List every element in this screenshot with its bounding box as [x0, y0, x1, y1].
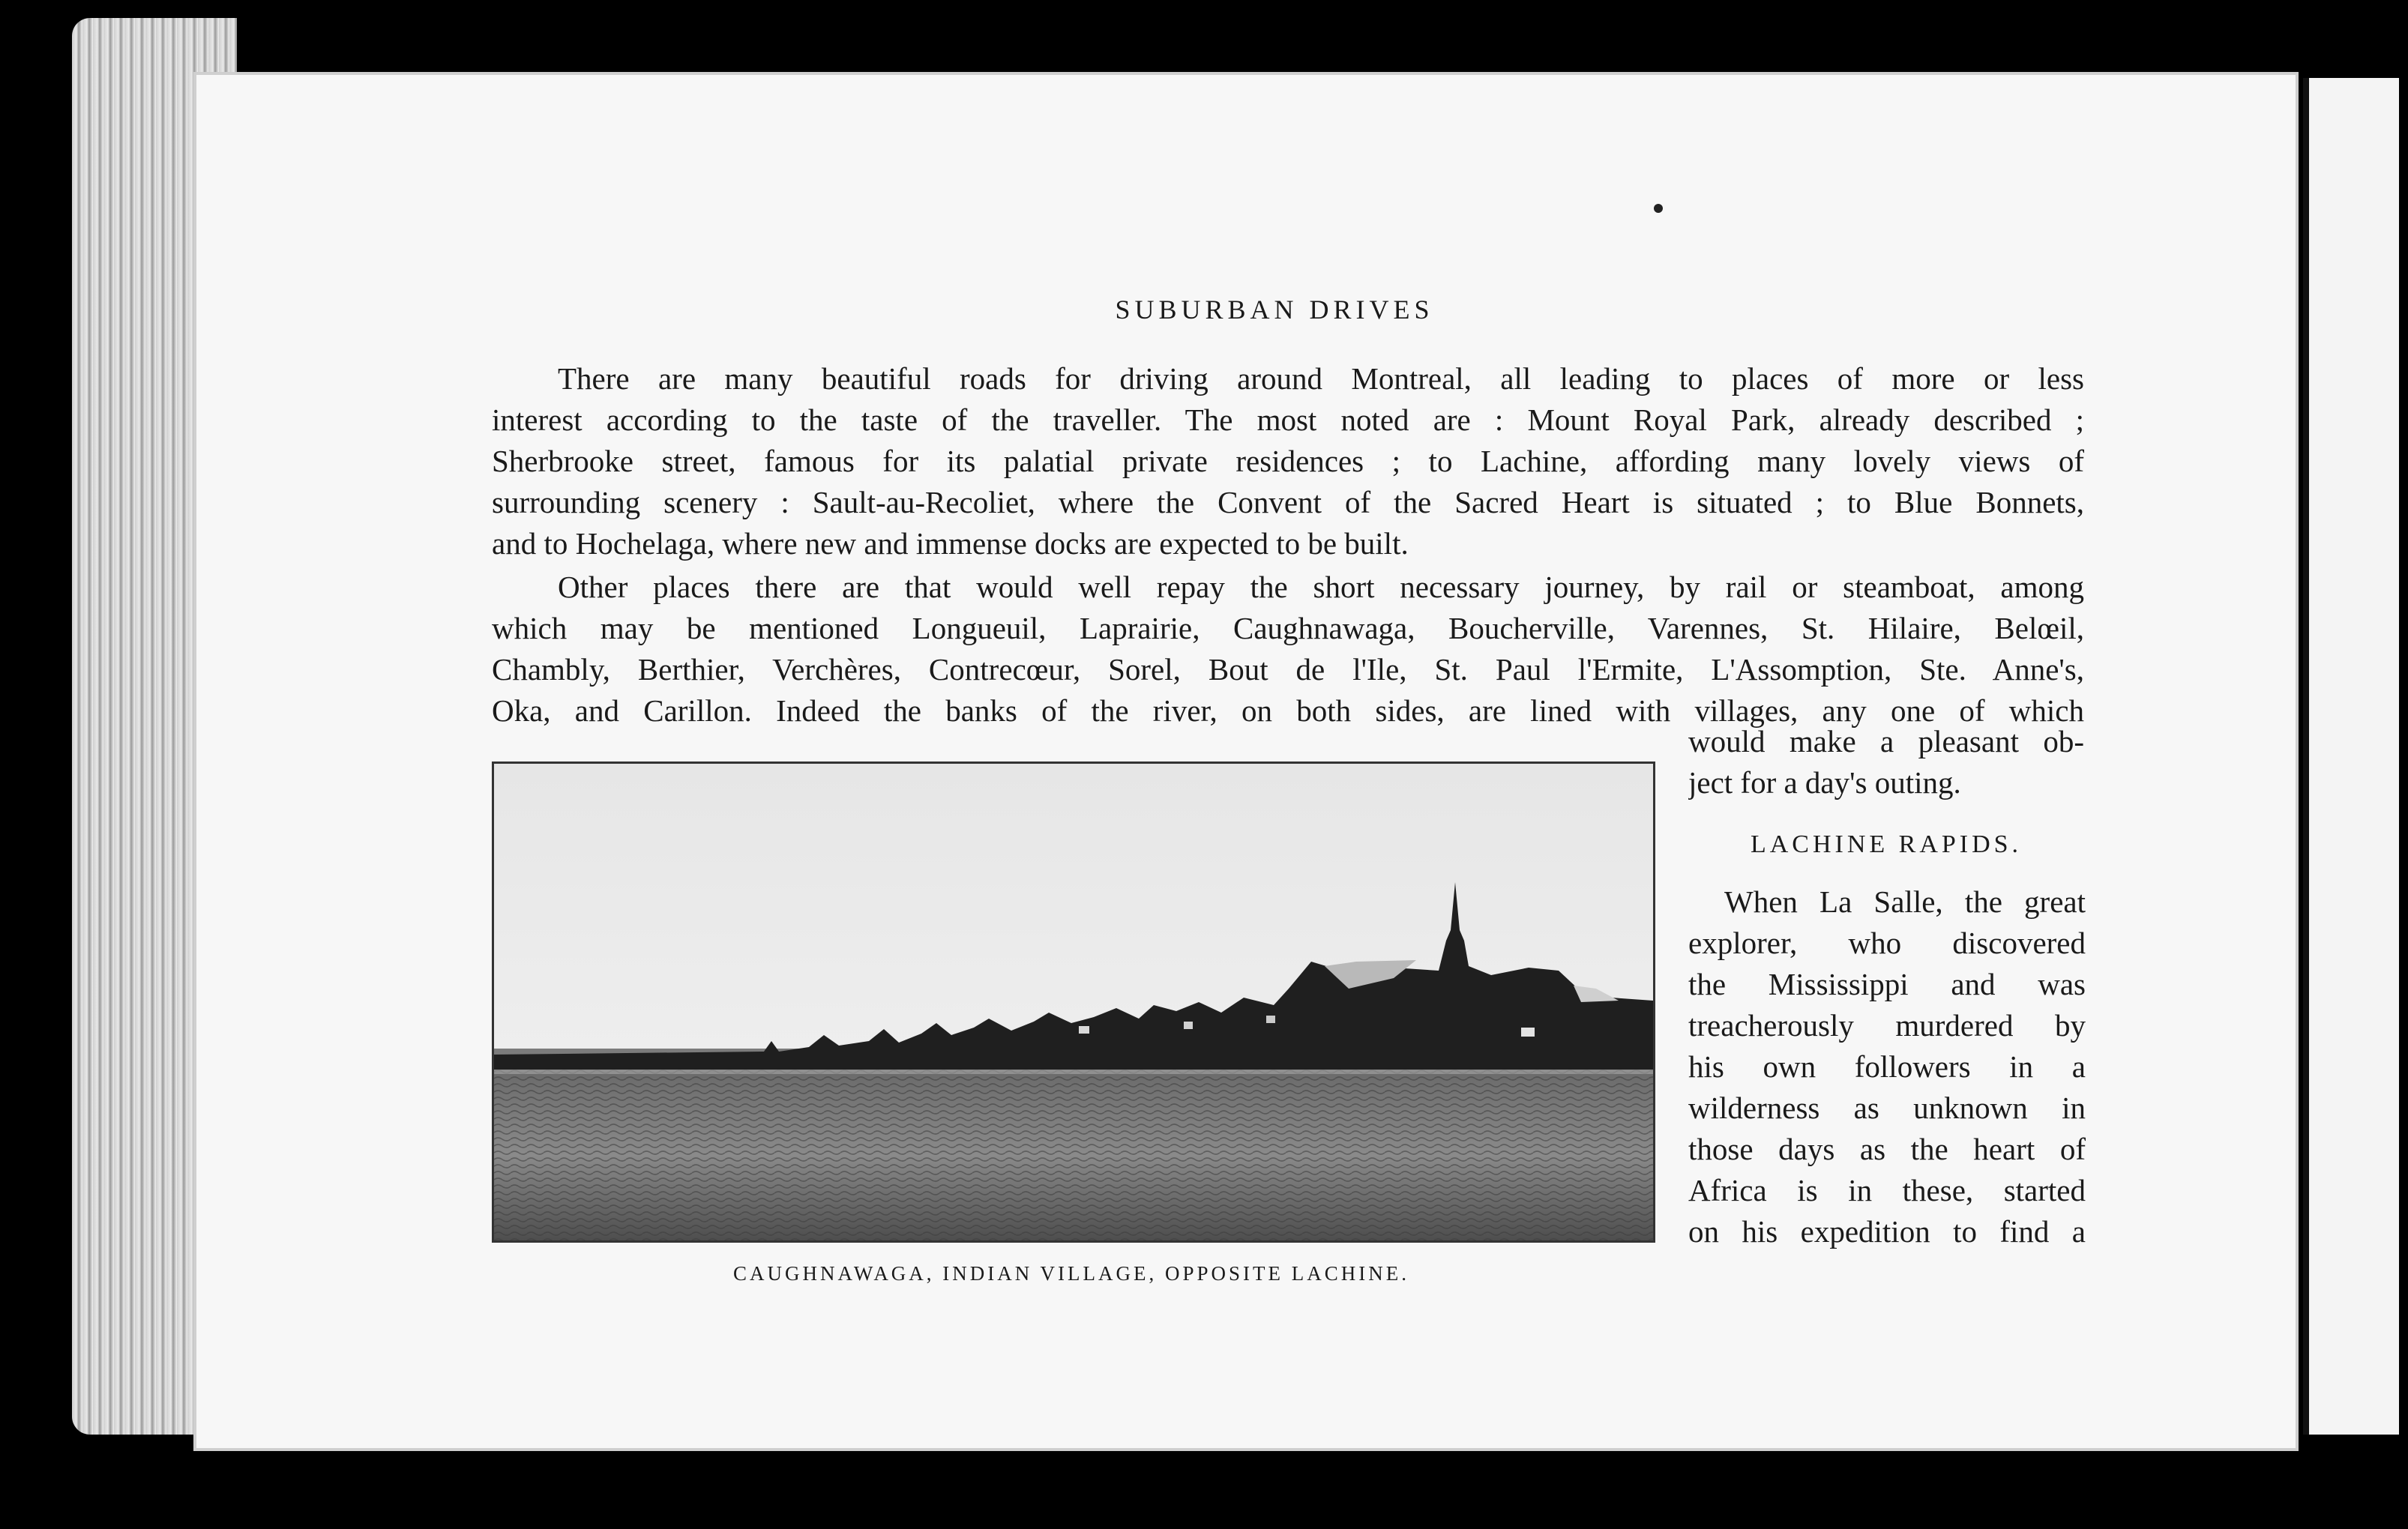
paragraph-other-places	[492, 567, 2084, 732]
paragraph-lachine-rapids	[1688, 881, 2086, 1252]
section-heading: LACHINE RAPIDS.	[1750, 830, 2023, 858]
text-line: treacherously murdered by	[1688, 1008, 2086, 1043]
text-line: interest according to the taste of the traveller. The most noted are : Mount Royal Park, already described ;	[492, 402, 2084, 437]
text-line: Chambly, Berthier, Verchères, Contrecœur, Sorel, Bout de l'Ile, St. Paul l'Ermite, L'Assomption, Ste. Anne's,	[492, 652, 2084, 687]
text-line: Other places there are that would well repay the short necessary journey, by rail or steamboat, among	[558, 570, 2084, 604]
village-skyline-illustration	[494, 764, 1653, 1240]
paragraph-other-places-continued	[1688, 721, 2084, 803]
text-line: on his expedition to find a	[1688, 1214, 2086, 1249]
text-line: would make a pleasant ob-	[1688, 724, 2084, 759]
village-photograph	[492, 762, 1655, 1243]
text-line: surrounding scenery : Sault-au-Recoliet, where the Convent of the Sacred Heart is situated ; to Blue Bonnets,	[492, 485, 2084, 519]
text-line: Sherbrooke street, famous for its palatial private residences ; to Lachine, affording many lovely views of	[492, 444, 2084, 478]
facing-page-edge	[2303, 78, 2399, 1435]
text-line: wilderness as unknown in	[1688, 1091, 2086, 1125]
page-heading: SUBURBAN DRIVES	[1115, 295, 1434, 325]
text-line: the Mississippi and was	[1688, 967, 2086, 1001]
text-line: which may be mentioned Longueuil, Laprairie, Caughnawaga, Boucherville, Varennes, St. Hilaire, Belœil,	[492, 611, 2084, 645]
text-line: and to Hochelaga, where new and immense docks are expected to be built.	[492, 526, 1409, 561]
text-line: explorer, who discovered	[1688, 926, 2086, 960]
ink-speck	[1654, 204, 1663, 213]
text-line: those days as the heart of	[1688, 1132, 2086, 1166]
text-line: There are many beautiful roads for driving around Montreal, all leading to places of more or less	[558, 361, 2084, 396]
text-line: ject for a day's outing.	[1688, 765, 1961, 800]
photo-caption: CAUGHNAWAGA, INDIAN VILLAGE, OPPOSITE LACHINE.	[732, 1262, 1410, 1285]
paragraph-suburban-drives	[492, 358, 2084, 564]
text-line: When La Salle, the great	[1724, 884, 2086, 919]
text-line: Oka, and Carillon. Indeed the banks of the river, on both sides, are lined with villages, any one of which	[492, 693, 2084, 728]
text-line: Africa is in these, started	[1688, 1173, 2086, 1207]
text-line: his own followers in a	[1688, 1049, 2086, 1084]
